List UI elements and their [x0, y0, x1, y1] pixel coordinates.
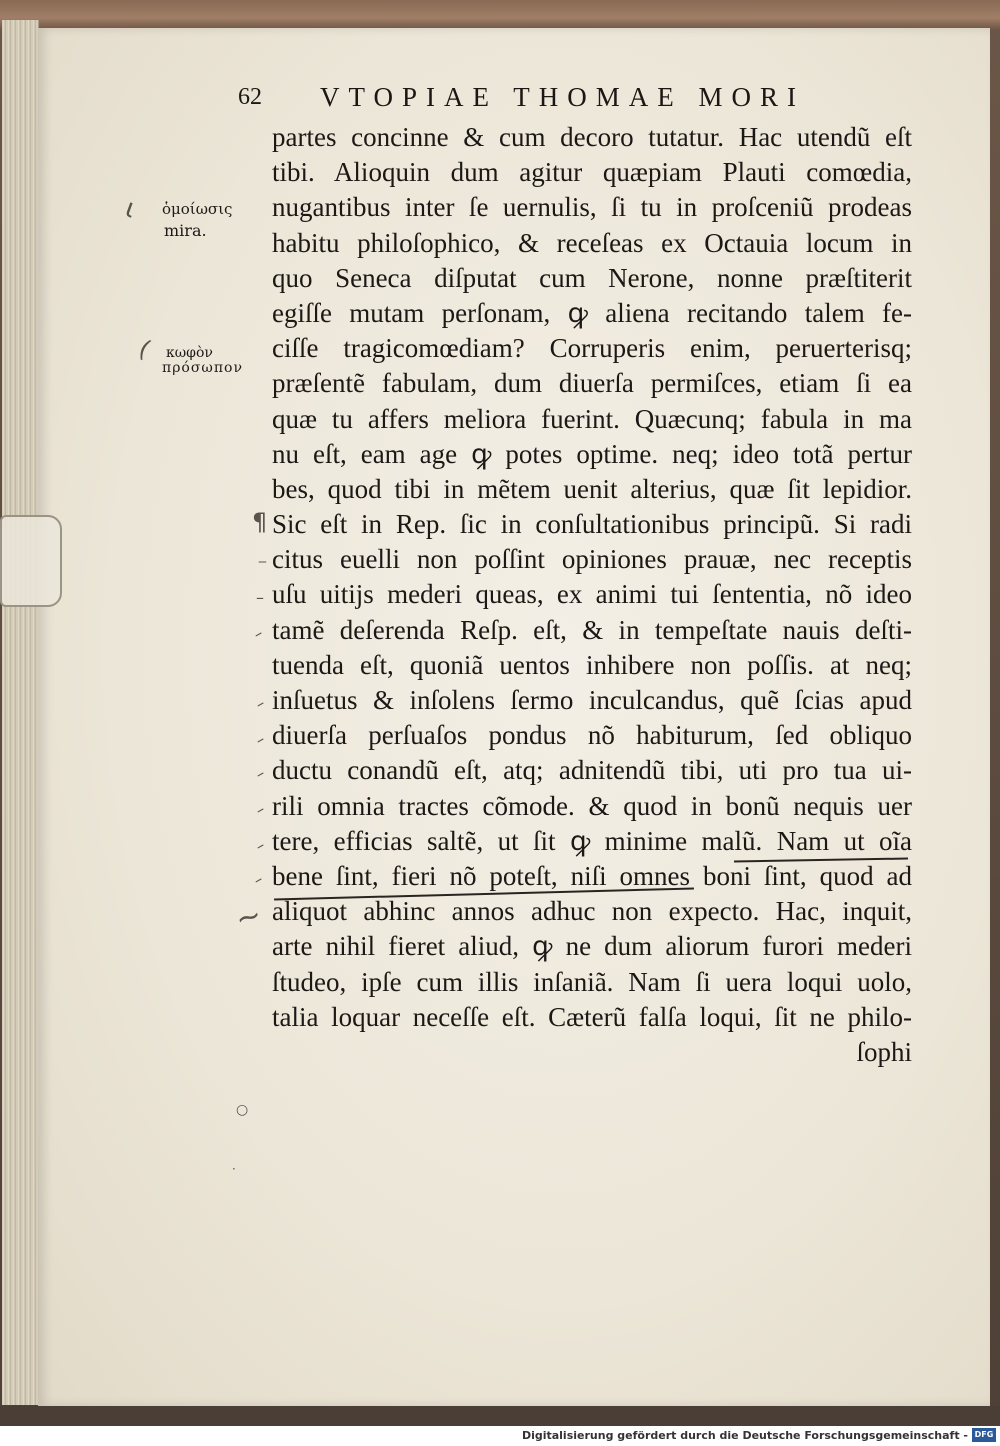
text-line: talia loquar neceſſe eſt. Cæterũ falſa loqui, ſit ne philo-: [272, 1001, 912, 1032]
pencil-dash-icon: ‒: [258, 554, 267, 570]
margin-note-greek: ὁμοίωσις: [162, 200, 233, 218]
paper-stain-icon: ·: [232, 1162, 236, 1176]
book-cover-edge: [0, 0, 1000, 30]
text-line: tibi. Alioquin dum agitur quæpiam Plauti comœdia,: [272, 157, 912, 188]
text-line: uſu uitijs mederi queas, ex animi tui ſententia, nõ ideo: [272, 579, 912, 610]
pencil-mark-icon: ɩ: [121, 193, 140, 225]
text-line: aliquot abhinc annos adhuc non expecto. Hac, inquit,: [272, 896, 912, 927]
page-edges: [2, 20, 39, 1405]
text-line: quo Seneca diſputat cum Nerone, nonne præſtiterit: [272, 262, 912, 293]
text-line: tamẽ deſerenda Reſp. eſt, & in tempeſtate nauis deſti-: [272, 614, 912, 645]
pencil-dash-icon: –: [251, 693, 269, 714]
text-line: rili omnia tractes cõmode. & quod in bonũ nequis uer: [272, 790, 912, 821]
pencil-scribble-icon: ~: [231, 897, 266, 938]
bookmark-tab: [0, 515, 62, 607]
text-line: inſuetus & inſolens ſermo inculcandus, quẽ ſcias apud: [272, 685, 912, 715]
pencil-dash-icon: –: [256, 588, 264, 607]
text-line: citus euelli non poſſint opiniones prauæ, nec receptis: [272, 544, 912, 575]
margin-note-latin: mira.: [164, 221, 207, 240]
text-line: diuerſa perſuaſos pondus nõ habiturum, ſed obliquo: [272, 720, 912, 751]
text-line: Sic eſt in Rep. ſic in conſultationibus principũ. Si radi: [272, 509, 912, 540]
pencil-dash-icon: –: [249, 869, 267, 890]
text-line: nugantibus inter ſe uernulis, ſi tu in proſceniũ prodeas: [272, 192, 912, 223]
text-line: quæ tu affers meliora fuerint. Quæcunq; fabula in ma: [272, 403, 912, 434]
pencil-dash-icon: –: [251, 799, 269, 820]
text-line: ciſſe tragicomœdiam? Corruperis enim, peruerterisq;: [272, 333, 912, 364]
paper-stain-icon: ○: [236, 1102, 249, 1118]
dfg-logo: DFG: [972, 1428, 996, 1442]
text-line: habitu philoſophico, & receſeas ex Octauia locum in: [272, 227, 912, 258]
catchword: ſophi: [856, 1036, 912, 1067]
margin-note-greek-3: πρόσωπον: [162, 360, 243, 376]
text-line: tuenda eſt, quoniã uentos inhibere non poſſis. at neq;: [272, 649, 912, 680]
text-line: ductu conandũ eſt, atq; adnitendũ tibi, uti pro tua ui-: [272, 755, 912, 786]
text-line: egiſſe mutam perſonam, ꝙ aliena recitando talem fe-: [272, 297, 912, 328]
text-line: bene ſint, fieri nõ poteſt, niſi omnes boni ſint, quod ad: [272, 860, 912, 891]
running-head: VTOPIAE THOMAE MORI: [320, 82, 806, 112]
pencil-mark-icon: (: [134, 334, 155, 364]
pencil-paragraph-mark-icon: ¶: [252, 508, 268, 536]
pencil-dash-icon: –: [251, 835, 269, 856]
text-line: nu eſt, eam age ꝙ potes optime. neq; ideo totã pertur: [272, 438, 912, 469]
body-text: [272, 120, 912, 1070]
digitization-credit: Digitalisierung gefördert durch die Deutsche Forschungsgemeinschaft -: [521, 1429, 968, 1442]
text-line: præſentẽ fabulam, dum diuerſa permiſces, etiam ſi ea: [272, 368, 912, 399]
pencil-dash-icon: –: [251, 763, 269, 784]
text-line: partes concinne & cum decoro tutatur. Hac utendũ eſt: [272, 122, 912, 152]
margin-note-greek-2: κωφὸν: [166, 345, 213, 361]
page-number: 62: [238, 84, 262, 110]
text-line: ſtudeo, ipſe cum illis inſaniã. Nam ſi uera loqui uolo,: [272, 966, 912, 997]
pencil-dash-icon: –: [251, 729, 269, 750]
text-line: tere, efficias saltẽ, ut ſit ꝙ minime malũ. Nam ut oĩa: [272, 825, 912, 856]
text-line: bes, quod tibi in mẽtem uenit alterius, quæ ſit lepidior.: [272, 473, 912, 504]
text-line: arte nihil fieret aliud, ꝙ ne dum aliorum furori mederi: [272, 931, 912, 962]
pencil-dash-icon: –: [249, 623, 267, 644]
